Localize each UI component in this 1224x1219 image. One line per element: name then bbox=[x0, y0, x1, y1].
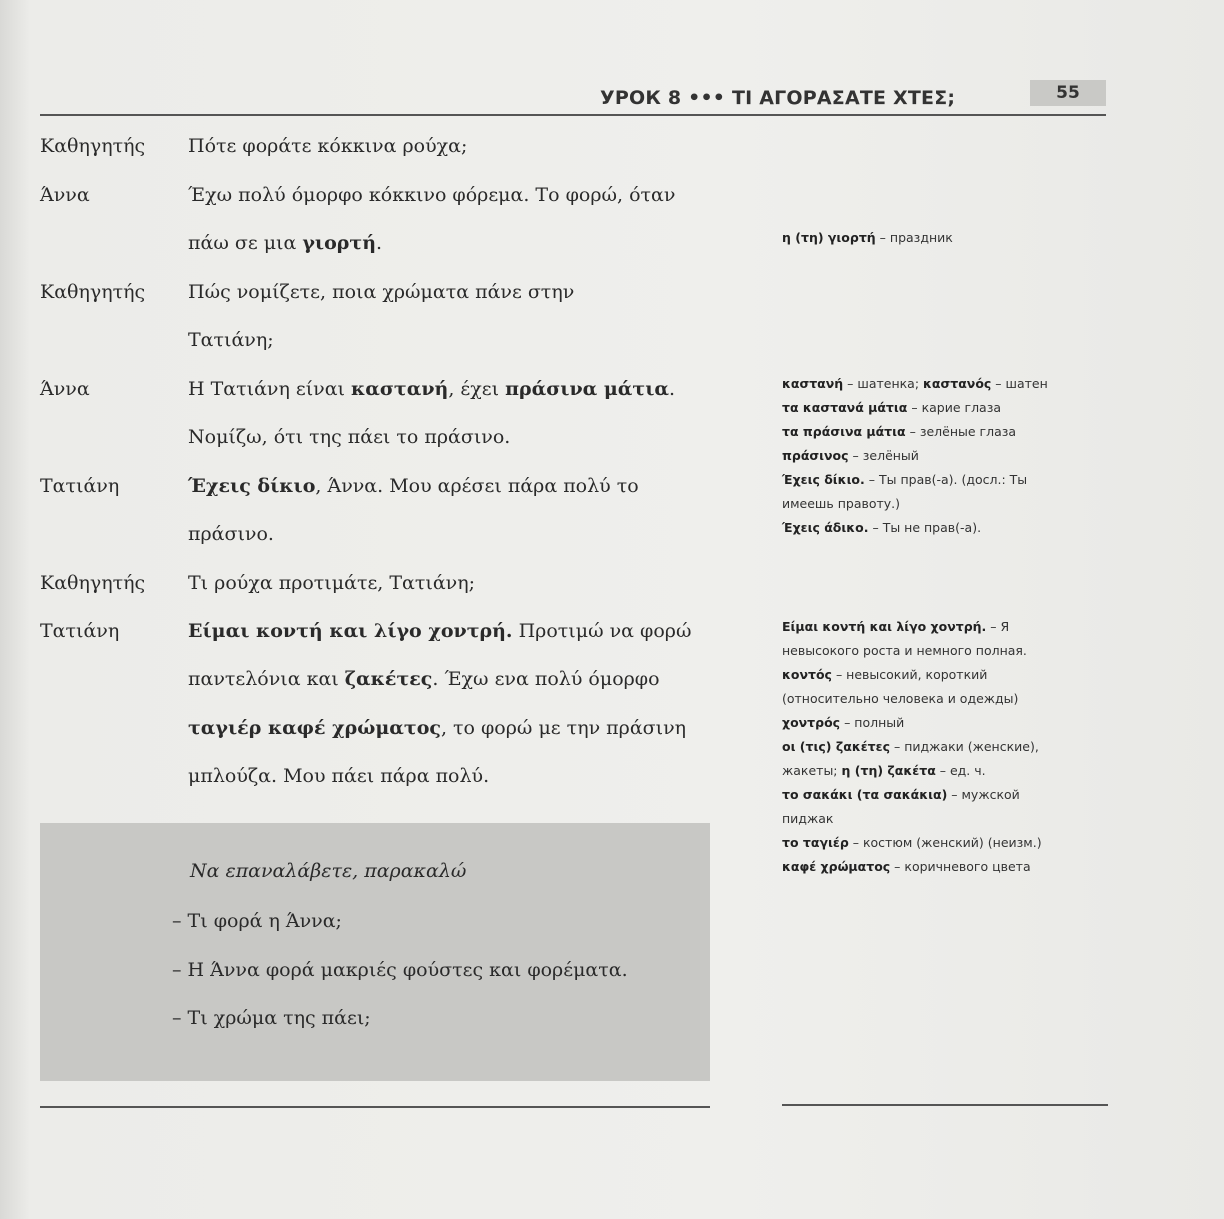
gloss-line bbox=[782, 444, 1092, 468]
text-segment: – Ты прав(-а). (досл.: Ты bbox=[864, 472, 1028, 487]
gloss-line bbox=[782, 735, 1092, 759]
page-number: 55 bbox=[1030, 80, 1106, 106]
speaker-label: Καθηγητής bbox=[40, 281, 146, 303]
bold-term: Είμαι κοντή και λίγο χοντρή. bbox=[782, 619, 987, 634]
gloss-line bbox=[782, 615, 1092, 639]
bold-term: κοντός bbox=[782, 667, 832, 682]
gloss-line bbox=[782, 687, 1092, 711]
gloss-line bbox=[782, 492, 1092, 516]
dialogue-line bbox=[188, 521, 274, 547]
bold-term: οι (τις) ζακέτες bbox=[782, 739, 891, 754]
text-segment: – полный bbox=[840, 715, 905, 730]
text-segment: , έχει bbox=[448, 378, 506, 400]
dialogue-line bbox=[188, 182, 675, 208]
text-segment: – Я bbox=[986, 619, 1010, 634]
bold-term: η (τη) ζακέτα bbox=[841, 763, 936, 778]
dialogue-line bbox=[188, 715, 686, 741]
dialogue-line bbox=[188, 618, 691, 644]
gloss-line bbox=[782, 226, 1092, 250]
gloss-line bbox=[782, 759, 1092, 783]
gloss-block bbox=[782, 615, 1092, 879]
bold-term: Έχεις άδικο. bbox=[782, 520, 869, 535]
dialogue-line bbox=[188, 327, 274, 353]
bold-term: χοντρός bbox=[782, 715, 841, 730]
text-segment: . bbox=[669, 378, 676, 400]
bold-term: πράσινα μάτια bbox=[505, 378, 670, 400]
bold-term: το ταγιέρ bbox=[782, 835, 849, 850]
gloss-block bbox=[782, 226, 1092, 250]
text-segment: Προτιμώ να φορώ bbox=[512, 620, 692, 642]
text-segment: – карие глаза bbox=[907, 400, 1002, 415]
text-segment: – шатен bbox=[991, 376, 1048, 391]
text-segment: Η Τατιάνη είναι bbox=[188, 378, 352, 400]
bold-term: η (τη) γιορτή bbox=[782, 230, 876, 245]
bold-term: γιορτή bbox=[302, 232, 377, 254]
exercise-line: – Τι φορά η Άννα; bbox=[172, 910, 342, 932]
gloss-line bbox=[782, 516, 1092, 540]
text-segment: пиджак bbox=[782, 811, 834, 826]
exercise-title: Να επαναλάβετε, παρακαλώ bbox=[190, 860, 467, 882]
gloss-line bbox=[782, 855, 1092, 879]
text-segment: – ед. ч. bbox=[935, 763, 986, 778]
exercise-line: – Τι χρώμα της πάει; bbox=[172, 1007, 371, 1029]
dialogue-line bbox=[188, 424, 510, 450]
speaker-label: Τατιάνη bbox=[40, 620, 120, 642]
text-segment: – Ты не прав(-а). bbox=[868, 520, 982, 535]
dialogue-line bbox=[188, 230, 382, 256]
text-segment: невысокого роста и немного полная. bbox=[782, 643, 1027, 658]
text-segment: πράσινο. bbox=[188, 523, 274, 545]
text-segment: Έχω πολύ όμορφο κόκκινο φόρεμα. Το φορώ, όταν bbox=[188, 184, 676, 206]
bold-term: καφέ χρώματος bbox=[782, 859, 891, 874]
bold-term: καστανή bbox=[351, 378, 449, 400]
gloss-line bbox=[782, 783, 1092, 807]
dialogue-line bbox=[188, 279, 574, 305]
text-segment: – коричневого цвета bbox=[890, 859, 1031, 874]
bold-term: ζακέτες bbox=[344, 668, 433, 690]
bold-term: Είμαι κοντή και λίγο χοντρή. bbox=[188, 620, 513, 642]
gloss-line bbox=[782, 639, 1092, 663]
text-segment: μπλούζα. Μου πάει πάρα πολύ. bbox=[188, 765, 490, 787]
text-segment: Τι ρούχα προτιμάτε, Τατιάνη; bbox=[188, 572, 476, 594]
text-segment: , το φορώ με την πράσινη bbox=[440, 717, 687, 739]
bold-term: το σακάκι (τα σακάκια) bbox=[782, 787, 948, 802]
bold-term: πράσινος bbox=[782, 448, 849, 463]
bottom-rule-left bbox=[40, 1106, 710, 1108]
gloss-line bbox=[782, 468, 1092, 492]
bold-term: τα καστανά μάτια bbox=[782, 400, 908, 415]
dialogue-line bbox=[188, 666, 660, 692]
text-segment: Νομίζω, ότι της πάει το πράσινο. bbox=[188, 426, 511, 448]
exercise-line: – Η Άννα φορά μακριές φούστες και φορέματα. bbox=[172, 959, 628, 981]
text-segment: (относительно человека и одежды) bbox=[782, 691, 1019, 706]
text-segment: – праздник bbox=[875, 230, 953, 245]
dialogue-line bbox=[188, 570, 475, 596]
gloss-line bbox=[782, 420, 1092, 444]
header-rule bbox=[40, 114, 1106, 116]
text-segment: παντελόνια και bbox=[188, 668, 345, 690]
text-segment: – пиджаки (женские), bbox=[890, 739, 1039, 754]
speaker-label: Άννα bbox=[40, 184, 90, 206]
dialogue-line bbox=[188, 133, 467, 159]
bold-term: Έχεις δίκιο bbox=[188, 475, 316, 497]
text-segment: – костюм (женский) (неизм.) bbox=[848, 835, 1042, 850]
text-segment: жакеты; bbox=[782, 763, 842, 778]
text-segment: – невысокий, короткий bbox=[831, 667, 988, 682]
gloss-line bbox=[782, 831, 1092, 855]
text-segment: . Έχω ενα πολύ όμορφο bbox=[432, 668, 660, 690]
bold-term: καστανή bbox=[782, 376, 844, 391]
speaker-label: Καθηγητής bbox=[40, 572, 146, 594]
text-segment: – шатенка; bbox=[843, 376, 924, 391]
gloss-line bbox=[782, 663, 1092, 687]
lesson-header-title: УРОК 8 ••• ΤΙ ΑΓΟΡΑΣΑΤΕ ΧΤΕΣ; bbox=[600, 87, 956, 109]
bold-term: καστανός bbox=[923, 376, 992, 391]
text-segment: , Άννα. Μου αρέσει πάρα πολύ το bbox=[315, 475, 639, 497]
gloss-line bbox=[782, 807, 1092, 831]
speaker-label: Καθηγητής bbox=[40, 135, 146, 157]
gloss-block bbox=[782, 372, 1092, 540]
dialogue-line bbox=[188, 763, 489, 789]
gloss-line bbox=[782, 396, 1092, 420]
text-segment: . bbox=[376, 232, 383, 254]
speaker-label: Τατιάνη bbox=[40, 475, 120, 497]
text-segment: – зелёный bbox=[848, 448, 919, 463]
bottom-rule-right bbox=[782, 1104, 1108, 1106]
bold-term: Έχεις δίκιο. bbox=[782, 472, 865, 487]
bold-term: τα πράσινα μάτια bbox=[782, 424, 906, 439]
gloss-line bbox=[782, 711, 1092, 735]
bold-term: ταγιέρ καφέ χρώματος bbox=[188, 717, 441, 739]
gloss-line bbox=[782, 372, 1092, 396]
text-segment: имеешь правоту.) bbox=[782, 496, 901, 511]
dialogue-line bbox=[188, 376, 675, 402]
text-segment: πάω σε μια bbox=[188, 232, 303, 254]
text-segment: Πότε φοράτε κόκκινα ρούχα; bbox=[188, 135, 468, 157]
speaker-label: Άννα bbox=[40, 378, 90, 400]
dialogue-line bbox=[188, 473, 639, 499]
text-segment: – мужской bbox=[947, 787, 1020, 802]
text-segment: Πώς νομίζετε, ποια χρώματα πάνε στην bbox=[188, 281, 575, 303]
text-segment: Τατιάνη; bbox=[188, 329, 274, 351]
text-segment: – зелёные глаза bbox=[905, 424, 1017, 439]
